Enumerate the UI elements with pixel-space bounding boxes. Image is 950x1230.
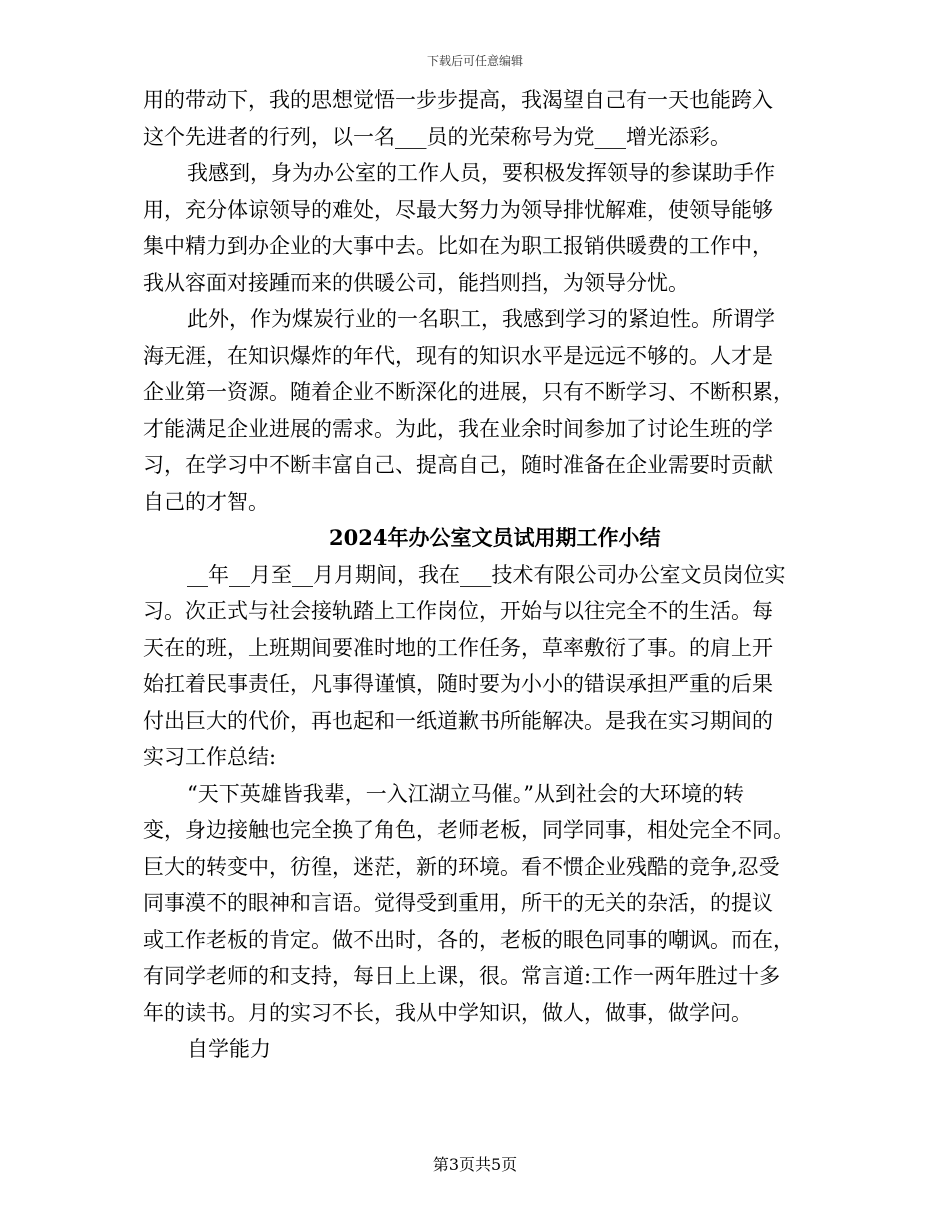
section-title: 2024年办公室文员试用期工作小结 (329, 525, 661, 550)
text-line: 用，充分体谅领导的难处，尽最大努力为领导排忧解难，使领导能够 (143, 197, 773, 222)
text-line: 才能满足企业进展的需求。为此，我在业余时间参加了讨论生班的学 (143, 416, 773, 441)
text-line: 这个先进者的行列，以一名___员的光荣称号为党___增光添彩。 (143, 124, 731, 149)
text-line: 习。次正式与社会接轨踏上工作岗位，开始与以往完全不的生活。每 (143, 599, 773, 623)
text-line: “天下英雄皆我辈，一入江湖立马催。”从到社会的大环境的转 (187, 781, 744, 806)
text-line: 海无涯，在知识爆炸的年代，现有的知识水平是远远不够的。人才是 (143, 343, 773, 368)
text-line: 自学能力 (187, 1037, 271, 1061)
document-body (143, 82, 798, 1068)
text-line: 巨大的转变中，彷徨，迷茫，新的环境。看不惯企业残酷的竞争,忍受 (143, 854, 780, 879)
text-line: 或工作老板的肯定。做不出时，各的，老板的眼色同事的嘲讽。而在， (143, 927, 794, 952)
text-line: 我感到，身为办公室的工作人员，要积极发挥领导的参谋助手作 (187, 161, 775, 185)
text-line: 企业第一资源。随着企业不断深化的进展，只有不断学习、不断积累， (143, 380, 794, 404)
text-line: 天在的班，上班期间要准时地的工作任务，草率敷衍了事。的肩上开 (143, 635, 773, 660)
text-line: 实习工作总结: (143, 745, 277, 769)
text-line: 习，在学习中不断丰富自己、提高自己，随时准备在企业需要时贡献 (143, 453, 773, 477)
text-line: 自己的才智。 (143, 489, 269, 514)
text-line: 有同学老师的和支持，每日上上课，很。常言道:工作一两年胜过十多 (143, 964, 781, 988)
text-line: 年的读书。月的实习不长，我从中学知识，做人，做事，做学问。 (143, 1000, 752, 1025)
paragraph-learning (143, 301, 798, 520)
text-line: __年__月至__月月期间，我在___技术有限公司办公室文员岗位实 (187, 562, 786, 587)
text-line: 始扛着民事责任，凡事得谨慎，随时要为小小的错误承担严重的后果 (143, 672, 773, 696)
paragraph-internship-intro (143, 557, 798, 776)
text-line: 变，身边接触也完全换了角色，老师老板，同学同事，相处完全不同。 (143, 818, 794, 842)
page-header-note: 下载后可任意编辑 (426, 54, 523, 68)
paragraph-transition (143, 776, 798, 1032)
paragraph-self-study (143, 1031, 798, 1068)
text-line: 此外，作为煤炭行业的一名职工，我感到学习的紧迫性。所谓学 (187, 307, 775, 331)
text-line: 付出巨大的代价，再也起和一纸道歉书所能解决。是我在实习期间的 (143, 708, 773, 733)
paragraph-continuation (143, 82, 798, 155)
text-line: 集中精力到办企业的大事中去。比如在为职工报销供暖费的工作中， (143, 234, 773, 258)
paragraph-office-role (143, 155, 798, 301)
page-number: 第3页共5页 (432, 1155, 518, 1174)
text-line: 我从容面对接踵而来的供暖公司，能挡则挡，为领导分忧。 (143, 270, 689, 295)
text-line: 同事漠不的眼神和言语。觉得受到重用，所干的无关的杂活，的提议 (143, 891, 773, 915)
text-line: 用的带动下，我的思想觉悟一步步提高，我渴望自己有一天也能跨入 (143, 88, 773, 112)
